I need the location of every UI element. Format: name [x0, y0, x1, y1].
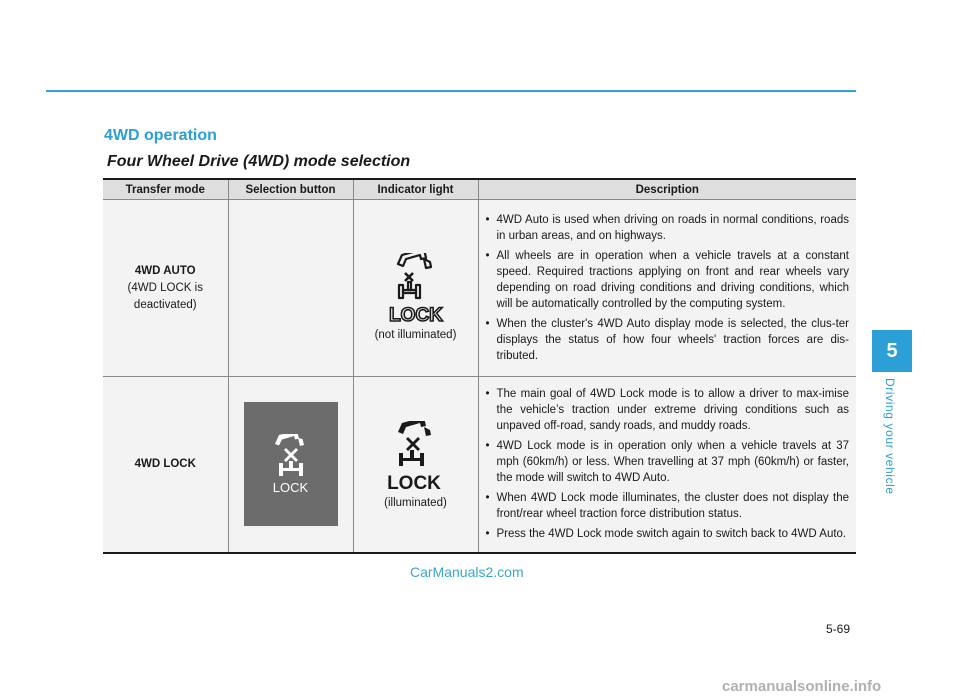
- description-item: • All wheels are in operation when a vehicle travels at a constant speed. Required tractions applying on front and rear wheels vary depending on road driving conditions and driving conditions, which will be automatically controlled by the computing system.: [485, 250, 849, 310]
- description-item: • Press the 4WD Lock mode switch again to switch back to 4WD Auto.: [485, 528, 847, 541]
- header-indicator-light: Indicator light: [353, 179, 478, 200]
- description-item: • The main goal of 4WD Lock mode is to allow a driver to max-imise the vehicle’s traction under extreme driving conditions such as unpaved off-road, sandy roads, and muddy roads.: [485, 388, 849, 433]
- mode-table: [103, 178, 856, 554]
- mode-note: (4WD LOCK is: [127, 281, 203, 294]
- top-rule: [46, 90, 856, 92]
- indicator-light-cell: [353, 200, 478, 377]
- description-item: • 4WD Lock mode is in operation only when a vehicle travels at 37 mph (60km/h) or less. When travelling at 37 mph (60km/h) or faster, the mode will switch to 4WD Auto.: [485, 440, 849, 485]
- table-row: [103, 377, 856, 553]
- bullet: •: [485, 318, 490, 330]
- bullet: •: [485, 250, 490, 262]
- bullet: •: [485, 214, 490, 226]
- bullet: •: [485, 388, 490, 401]
- transfer-mode-cell: [103, 377, 228, 553]
- 4wd-lock-outline-icon: [384, 253, 448, 325]
- lock-illuminated-label: LOCK: [386, 473, 441, 494]
- page-number: 5-69: [826, 622, 851, 636]
- mode-name: 4WD LOCK: [134, 457, 196, 470]
- bullet: •: [485, 440, 490, 453]
- indicator-caption: (not illuminated): [374, 329, 457, 341]
- transfer-mode-cell: [103, 200, 228, 377]
- watermark-footer: carmanualsonline.info: [722, 678, 882, 695]
- section-heading: 4WD operation: [104, 127, 217, 144]
- 4wd-lock-illuminated-icon: [384, 421, 448, 493]
- 4wd-lock-icon: [271, 434, 311, 478]
- indicator-caption: (illuminated): [384, 497, 447, 510]
- chapter-title: Driving your vehicle: [883, 378, 897, 495]
- table-header-row: [103, 179, 856, 200]
- header-selection-button: Selection button: [228, 179, 353, 200]
- chapter-tab: 5: [872, 330, 912, 372]
- description-item: • 4WD Auto is used when driving on roads in normal conditions, roads in urban areas, and on highways.: [485, 214, 849, 242]
- description-item: • When 4WD Lock mode illuminates, the cluster does not display the front/rear wheel traction force distribution status.: [485, 492, 849, 521]
- table-row: [103, 200, 856, 377]
- mode-name: 4WD AUTO: [134, 264, 196, 277]
- header-description: Description: [478, 179, 856, 200]
- lock-outline-label: LOCK: [388, 305, 443, 325]
- indicator-light-cell: [353, 377, 478, 553]
- header-transfer-mode: Transfer mode: [103, 179, 228, 200]
- mode-note: deactivated): [133, 298, 197, 311]
- selection-button-cell: [228, 377, 353, 553]
- table-title: Four Wheel Drive (4WD) mode selection: [107, 153, 411, 170]
- description-cell: [478, 200, 856, 377]
- selection-button-cell: [228, 200, 353, 377]
- 4wd-lock-button[interactable]: [244, 402, 338, 526]
- watermark-link[interactable]: CarManuals2.com: [410, 564, 524, 580]
- bullet: •: [485, 492, 490, 505]
- description-cell: [478, 377, 856, 553]
- button-lock-label: LOCK: [272, 479, 309, 495]
- bullet: •: [485, 528, 490, 541]
- description-item: • When the cluster's 4WD Auto display mode is selected, the clus-ter displays the status of how four wheels' traction forces are dis-tributed.: [485, 318, 849, 362]
